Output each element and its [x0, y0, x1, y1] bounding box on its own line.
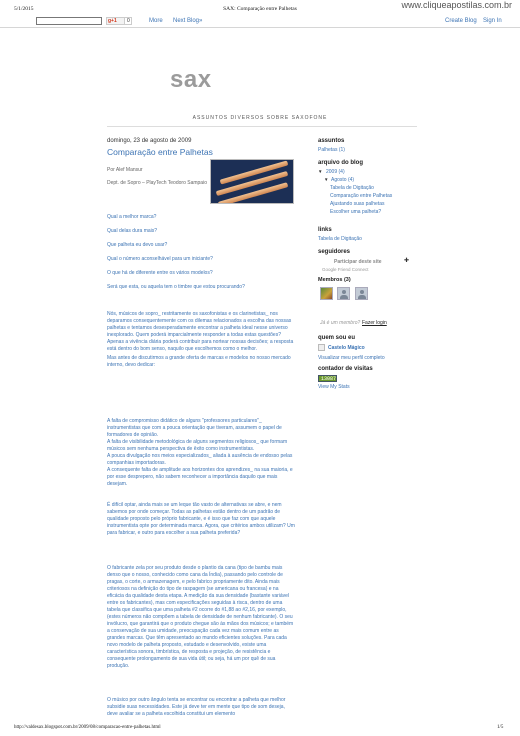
question-link[interactable]: O que há de diferente entre os vários modelos?: [107, 270, 213, 276]
post-dept: Dept. de Sopro – PlayTech Teodoro Sampaio: [107, 180, 207, 186]
post-paragraph: O fabricante zela por seu produto desde o plantio da cana (tipo de bambu mais denso que o nosso, conhecido como cana da Índia), passando pelo controle de pragas, o corte, o armazenagem, e pelo fabrico propriamente dito. Ainda mais criteriosos na definição do tipo de raspagem (se americana ou francesa) e na eficácia da qualidade desta etapa. A medição da sua densidade (bastante variável entre os fabricantes), mas com especificações seguidas à risca, dentro de uma tabela que classifica que uma palheta #2 ocorre do #1,88 ao #2,16, por exemplo, (estes números não compõem a tabela de densidade de nenhum fabricante). O seu invólucro, que garantirá que o produto chegue são às mãos dos músicos; e também a conservação de sua umidade, preocupação cada vez mais comum entre as grandes marcas. Que têm apresentado ao mundo eficientes soluções. Para cada novo modelo de palheta proposto, estudado e desenvolvido, existe uma característica sonora, timbrística, de resposta e projeção, de resistência e consequente prolongamento de sua vida útil; ou seja, há um por quê de sua produção.: [107, 565, 294, 669]
gfc-label: Google Friend Connect: [322, 267, 369, 272]
gplus-count: 0: [127, 18, 130, 24]
post-paragraph: Nós, músicos de sopro_ restritamente os saxofonistas e os clarinetistas_ nos deparamos consequentemente com os dilemas relacionados a escolha das nossas palhetas e tentamos desesperadamente encontrar a palheta ideal nesse universo inexplorado. Quem poderá imparcialmente responder a todas estas questões? Apenas a vivência diária poderá contribuir para nortear nossas decisões; a resposta está dentro do bom senso, naquilo que escolhemos como o melhor.: [107, 311, 294, 352]
blogger-navbar: [0, 14, 520, 28]
archive-month[interactable]: Agosto (4): [331, 177, 355, 183]
print-date: 5/1/2015: [14, 6, 34, 12]
post-date: domingo, 23 de agosto de 2009: [107, 138, 192, 144]
blog-title[interactable]: sax: [170, 66, 212, 93]
join-site-button[interactable]: Participar deste site: [334, 259, 382, 265]
view-profile-link[interactable]: Visualizar meu perfil completo: [318, 355, 385, 361]
watermark: www.cliqueapostilas.com.br: [401, 0, 512, 10]
gplus-button[interactable]: [106, 17, 126, 25]
visit-counter: [318, 375, 337, 382]
question-link[interactable]: Qual o número aconselhável para um iniciante?: [107, 256, 213, 262]
person-icon-body: [358, 295, 366, 299]
view-stats-link[interactable]: View My Stats: [318, 384, 350, 390]
print-page-number: 1/5: [497, 725, 504, 730]
avatar[interactable]: [337, 287, 350, 300]
collapse-triangle-icon[interactable]: ▼: [324, 177, 329, 182]
collapse-triangle-icon[interactable]: ▼: [318, 169, 323, 174]
reed-photo: [210, 159, 294, 204]
post-title[interactable]: Comparação entre Palhetas: [107, 147, 213, 157]
print-page-title: SAX: Comparação entre Palhetas: [223, 6, 297, 12]
counter-heading: contador de visitas: [318, 366, 373, 372]
person-icon-body: [340, 295, 348, 299]
assuntos-heading: assuntos: [318, 138, 345, 144]
profile-photo[interactable]: [318, 344, 325, 351]
label-link[interactable]: Palhetas (1): [318, 147, 345, 153]
followers-heading: seguidores: [318, 249, 351, 255]
gplus-count-box: [124, 17, 132, 25]
header-divider: [107, 126, 417, 127]
person-icon-head: [342, 290, 346, 294]
question-link[interactable]: Qual a melhor marca?: [107, 214, 157, 220]
blog-description: ASSUNTOS DIVERSOS SOBRE SAXOFONE: [192, 115, 328, 121]
members-heading: Membros (3): [318, 277, 351, 283]
already-member-text: Já é um membro?: [320, 320, 361, 326]
sign-in-link[interactable]: Sign In: [483, 18, 502, 24]
avatar[interactable]: [355, 287, 368, 300]
post-paragraph: É difícil optar, ainda mais se um leque tão vasto de alternativas se abre, e nem sabemos por onde começar. Todas as palhetas estão dentro de um padrão de qualidade proposto pelo próprio fabricante, e é isso que faz com que aquele instrumentista opte por determinada marca. Agora, que critérios ambos utilizam? Um para fabricar, e outro para escolher a sua palheta preferida?: [107, 502, 295, 536]
login-link[interactable]: Fazer login: [362, 320, 387, 326]
links-heading: links: [318, 227, 332, 233]
post-author: Por Alef Mansur: [107, 167, 143, 173]
archive-post-link[interactable]: Escolher uma palheta?: [330, 209, 382, 215]
question-link[interactable]: Qual delas dura mais?: [107, 228, 158, 234]
profile-name[interactable]: Castelo Mágico: [328, 345, 365, 351]
create-blog-link[interactable]: Create Blog: [445, 18, 477, 24]
next-blog-link[interactable]: Next Blog»: [173, 18, 203, 24]
print-footer-url: http://valdesax.blogspot.com.br/2009/08/comparacao-entre-palhetas.html: [14, 725, 161, 730]
about-heading: quem sou eu: [318, 335, 356, 341]
post-paragraph: Mas antes de discutirmos a grande oferta de marcas e modelos no nosso mercado interno, devo dedicar:: [107, 355, 291, 368]
visit-counter-value: 13087: [321, 376, 337, 382]
connect-icon[interactable]: ✚: [404, 258, 410, 264]
person-icon-head: [360, 290, 364, 294]
avatar[interactable]: [320, 287, 333, 300]
more-link[interactable]: More: [149, 18, 163, 24]
archive-post-link[interactable]: Comparação entre Palhetas: [330, 193, 393, 199]
post-paragraph: O músico por outro ângulo tenta se encontrar ou encontrar a palheta que melhor subsidie suas necessidades. Este já deve ter em mente que tipo de som deseja, deve avaliar se a palheta escolhida constitui um elemento: [107, 697, 286, 717]
search-input[interactable]: [36, 17, 102, 25]
links-item[interactable]: Tabela de Digitação: [318, 236, 362, 242]
archive-post-link[interactable]: Ajustando suas palhetas: [330, 201, 385, 207]
archive-year[interactable]: 2009 (4): [326, 169, 345, 175]
post-paragraph: A falta de compromisso didático de alguns "professores particulares"_ instrumentistas que com a pouca orientação que tiveram, assumem o papel de formadores de opinião. A falta de visibilidade metodológica de alguns segmentos religiosos_ que formam músicos sem nenhuma perspectiva de êxito como instrumentistas. A pouca divulgação nos meios especializados_ aliada à ausência de endosso pelas companhias importadoras. A consequente falta de amplitude aos horizontes dos aprendizes_ na sua maioria, e por esse desprepero, não sabem reconhecer a importância daquilo que mais desejam.: [107, 418, 293, 487]
question-link[interactable]: Será que esta, ou aquela tem o timbre que estou procurando?: [107, 284, 245, 290]
gplus-label: g+1: [108, 18, 117, 24]
archive-heading: arquivo do blog: [318, 160, 363, 166]
archive-post-link[interactable]: Tabela de Digitação: [330, 185, 374, 191]
question-link[interactable]: Que palheta eu devo usar?: [107, 242, 168, 248]
